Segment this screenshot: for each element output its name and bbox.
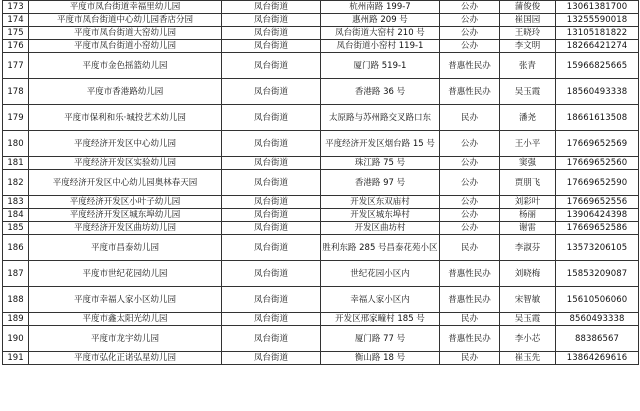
contact-person: 崔玉先 [500, 352, 556, 365]
table-row [3, 40, 639, 53]
row-number: 189 [3, 313, 29, 326]
street-name: 凤台街道 [222, 27, 321, 40]
street-name: 凤台街道 [222, 209, 321, 222]
street-name: 凤台街道 [222, 14, 321, 27]
kindergarten-name: 平度市金色摇篮幼儿园 [29, 53, 222, 79]
school-type: 公办 [440, 157, 500, 170]
table-row [3, 313, 639, 326]
contact-person: 吴玉霞 [500, 313, 556, 326]
row-number: 181 [3, 157, 29, 170]
row-number: 184 [3, 209, 29, 222]
address: 胜利东路 285 号昌泰花苑小区 [321, 235, 440, 261]
contact-person: 王小平 [500, 131, 556, 157]
street-name: 凤台街道 [222, 287, 321, 313]
kindergarten-table [2, 0, 639, 365]
contact-person: 刘晓梅 [500, 261, 556, 287]
contact-person: 李文明 [500, 40, 556, 53]
row-number: 175 [3, 27, 29, 40]
kindergarten-name: 平度市昌泰幼儿园 [29, 235, 222, 261]
contact-phone: 17669652556 [556, 196, 639, 209]
kindergarten-name: 平度经济开发区曲坊幼儿园 [29, 222, 222, 235]
kindergarten-name: 平度市凤台街道幸福里幼儿园 [29, 1, 222, 14]
address: 衡山路 18 号 [321, 352, 440, 365]
school-type: 民办 [440, 105, 500, 131]
address: 太原路与苏州路交叉路口东 [321, 105, 440, 131]
row-number: 188 [3, 287, 29, 313]
contact-person: 宋智敏 [500, 287, 556, 313]
row-number: 183 [3, 196, 29, 209]
contact-phone: 17669652590 [556, 170, 639, 196]
contact-phone: 17669652586 [556, 222, 639, 235]
table-row [3, 79, 639, 105]
table-row [3, 235, 639, 261]
kindergarten-name: 平度市弘化正诺弘星幼儿园 [29, 352, 222, 365]
contact-person: 窦强 [500, 157, 556, 170]
table-row [3, 196, 639, 209]
table-row [3, 131, 639, 157]
kindergarten-name: 平度市凤台街道小窑幼儿园 [29, 40, 222, 53]
contact-phone: 8560493338 [556, 313, 639, 326]
kindergarten-name: 平度市龙宇幼儿园 [29, 326, 222, 352]
row-number: 191 [3, 352, 29, 365]
street-name: 凤台街道 [222, 40, 321, 53]
school-type: 公办 [440, 40, 500, 53]
address: 珠江路 75 号 [321, 157, 440, 170]
street-name: 凤台街道 [222, 1, 321, 14]
kindergarten-name: 平度经济开发区小叶子幼儿园 [29, 196, 222, 209]
contact-phone: 88386567 [556, 326, 639, 352]
school-type: 公办 [440, 131, 500, 157]
address: 开发区东双庙村 [321, 196, 440, 209]
school-type: 普惠性民办 [440, 79, 500, 105]
address: 厦门路 77 号 [321, 326, 440, 352]
row-number: 190 [3, 326, 29, 352]
contact-phone: 17669652560 [556, 157, 639, 170]
kindergarten-name: 平度市香港路幼儿园 [29, 79, 222, 105]
address: 开发区城东埠村 [321, 209, 440, 222]
address: 杭州南路 199-7 [321, 1, 440, 14]
table-row [3, 170, 639, 196]
street-name: 凤台街道 [222, 170, 321, 196]
street-name: 凤台街道 [222, 313, 321, 326]
kindergarten-name: 平度市鑫太阳光幼儿园 [29, 313, 222, 326]
row-number: 174 [3, 14, 29, 27]
contact-person: 李淑芬 [500, 235, 556, 261]
school-type: 公办 [440, 1, 500, 14]
address: 开发区曲坊村 [321, 222, 440, 235]
row-number: 182 [3, 170, 29, 196]
table-row [3, 209, 639, 222]
kindergarten-name: 平度经济开发区城东埠幼儿园 [29, 209, 222, 222]
contact-person: 蒲俊俊 [500, 1, 556, 14]
contact-person: 李小芯 [500, 326, 556, 352]
address: 厦门路 519-1 [321, 53, 440, 79]
street-name: 凤台街道 [222, 196, 321, 209]
table-row [3, 326, 639, 352]
school-type: 公办 [440, 209, 500, 222]
contact-phone: 13906424398 [556, 209, 639, 222]
contact-phone: 17669652569 [556, 131, 639, 157]
address: 香港路 36 号 [321, 79, 440, 105]
contact-phone: 18560493338 [556, 79, 639, 105]
address: 平度经济开发区烟台路 15 号 [321, 131, 440, 157]
street-name: 凤台街道 [222, 79, 321, 105]
school-type: 公办 [440, 170, 500, 196]
contact-person: 谢雷 [500, 222, 556, 235]
street-name: 凤台街道 [222, 235, 321, 261]
contact-person: 杨丽 [500, 209, 556, 222]
row-number: 179 [3, 105, 29, 131]
street-name: 凤台街道 [222, 222, 321, 235]
address: 凤台街道大窑村 210 号 [321, 27, 440, 40]
school-type: 民办 [440, 235, 500, 261]
table-body [3, 1, 639, 365]
street-name: 凤台街道 [222, 352, 321, 365]
contact-phone: 18661613508 [556, 105, 639, 131]
street-name: 凤台街道 [222, 105, 321, 131]
street-name: 凤台街道 [222, 157, 321, 170]
kindergarten-name: 平度经济开发区中心幼儿园奥林春天园 [29, 170, 222, 196]
table-row [3, 157, 639, 170]
street-name: 凤台街道 [222, 131, 321, 157]
kindergarten-name: 平度市凤台街道大窑幼儿园 [29, 27, 222, 40]
table-row [3, 14, 639, 27]
contact-person: 贾朋飞 [500, 170, 556, 196]
contact-phone: 18266421274 [556, 40, 639, 53]
school-type: 公办 [440, 196, 500, 209]
school-type: 公办 [440, 222, 500, 235]
contact-phone: 15610506060 [556, 287, 639, 313]
address: 幸福人家小区内 [321, 287, 440, 313]
row-number: 185 [3, 222, 29, 235]
street-name: 凤台街道 [222, 53, 321, 79]
table-row [3, 105, 639, 131]
table-row [3, 1, 639, 14]
row-number: 173 [3, 1, 29, 14]
school-type: 民办 [440, 313, 500, 326]
contact-person: 王晓玲 [500, 27, 556, 40]
row-number: 187 [3, 261, 29, 287]
row-number: 180 [3, 131, 29, 157]
table-row [3, 261, 639, 287]
contact-phone: 13061381700 [556, 1, 639, 14]
kindergarten-name: 平度市保利和乐·城投艺术幼儿园 [29, 105, 222, 131]
street-name: 凤台街道 [222, 326, 321, 352]
contact-person: 刘彩叶 [500, 196, 556, 209]
school-type: 普惠性民办 [440, 261, 500, 287]
table-row [3, 222, 639, 235]
table-row [3, 352, 639, 365]
contact-phone: 13255590018 [556, 14, 639, 27]
contact-phone: 13105181822 [556, 27, 639, 40]
table-row [3, 27, 639, 40]
table-row [3, 53, 639, 79]
row-number: 177 [3, 53, 29, 79]
kindergarten-name: 平度经济开发区中心幼儿园 [29, 131, 222, 157]
table-row [3, 287, 639, 313]
contact-phone: 15966825665 [556, 53, 639, 79]
row-number: 176 [3, 40, 29, 53]
contact-phone: 13573206105 [556, 235, 639, 261]
kindergarten-name: 平度市凤台街道中心幼儿园香店分园 [29, 14, 222, 27]
address: 惠州路 209 号 [321, 14, 440, 27]
row-number: 186 [3, 235, 29, 261]
contact-person: 吴玉霞 [500, 79, 556, 105]
contact-person: 崔国园 [500, 14, 556, 27]
kindergarten-name: 平度市幸福人家小区幼儿园 [29, 287, 222, 313]
school-type: 公办 [440, 14, 500, 27]
kindergarten-name: 平度经济开发区实验幼儿园 [29, 157, 222, 170]
school-type: 公办 [440, 27, 500, 40]
address: 开发区邢家疃村 185 号 [321, 313, 440, 326]
school-type: 普惠性民办 [440, 53, 500, 79]
street-name: 凤台街道 [222, 261, 321, 287]
school-type: 普惠性民办 [440, 326, 500, 352]
school-type: 普惠性民办 [440, 287, 500, 313]
school-type: 民办 [440, 352, 500, 365]
contact-phone: 13864269616 [556, 352, 639, 365]
address: 凤台街道小窑村 119-1 [321, 40, 440, 53]
address: 香港路 97 号 [321, 170, 440, 196]
contact-person: 潘尧 [500, 105, 556, 131]
contact-person: 张青 [500, 53, 556, 79]
row-number: 178 [3, 79, 29, 105]
kindergarten-name: 平度市世纪花园幼儿园 [29, 261, 222, 287]
contact-phone: 15853209087 [556, 261, 639, 287]
address: 世纪花园小区内 [321, 261, 440, 287]
